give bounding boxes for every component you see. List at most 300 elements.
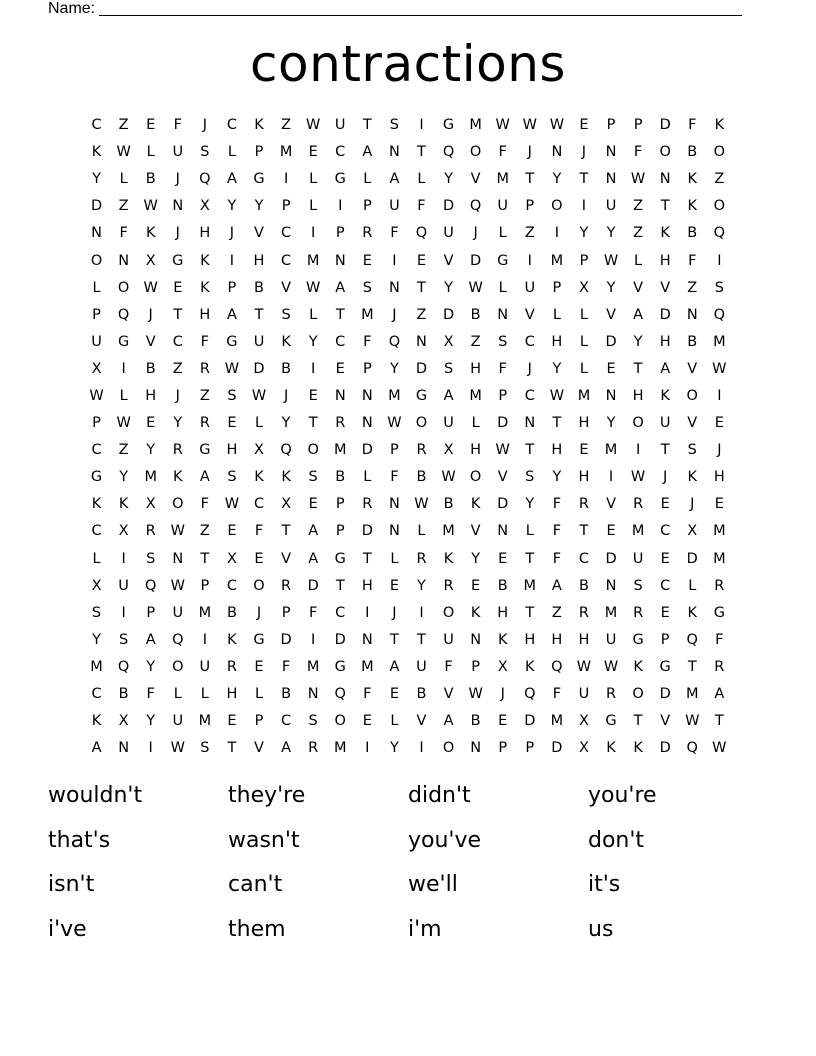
grid-letter: M xyxy=(577,387,591,404)
grid-row xyxy=(83,275,733,302)
grid-letter: Q xyxy=(469,198,482,215)
grid-letter: V xyxy=(606,306,616,323)
grid-letter: Z xyxy=(416,306,427,323)
grid-letter: I xyxy=(365,604,370,621)
grid-letter: T xyxy=(200,550,210,567)
grid-row xyxy=(83,247,733,274)
grid-letter: H xyxy=(524,631,536,648)
grid-letter: G xyxy=(253,631,265,648)
grid-letter: G xyxy=(442,117,455,134)
grid-letter: L xyxy=(92,550,101,567)
grid-letter: Z xyxy=(687,279,698,296)
grid-letter: P xyxy=(335,496,345,513)
grid-letter: Y xyxy=(444,279,453,296)
grid-letter: O xyxy=(90,252,103,269)
grid-letter: M xyxy=(604,442,618,459)
grid-letter: Y xyxy=(146,713,156,730)
grid-letter: C xyxy=(281,225,292,242)
grid-letter: F xyxy=(688,252,697,269)
grid-letter: Q xyxy=(117,306,130,323)
grid-letter: M xyxy=(523,577,537,594)
grid-letter: Y xyxy=(119,469,129,486)
grid-letter: N xyxy=(497,306,509,323)
grid-letter: S xyxy=(714,279,724,296)
grid-letter: N xyxy=(118,252,130,269)
grid-letter: K xyxy=(145,225,156,242)
grid-letter: E xyxy=(227,523,237,540)
grid-letter: Z xyxy=(633,225,644,242)
grid-letter: Y xyxy=(227,198,237,215)
grid-letter: P xyxy=(606,117,616,134)
grid-letter: L xyxy=(390,713,399,730)
grid-letter: Y xyxy=(308,333,318,350)
grid-letter: K xyxy=(91,144,102,161)
grid-letter: Y xyxy=(92,171,101,188)
grid-letter: W xyxy=(143,279,158,296)
grid-letter: N xyxy=(388,144,400,161)
grid-letter: C xyxy=(91,523,102,540)
grid-row xyxy=(83,437,733,464)
grid-letter: W xyxy=(305,279,321,296)
grid-letter: Q xyxy=(713,225,726,242)
grid-letter: A xyxy=(389,658,400,675)
grid-letter: C xyxy=(335,604,346,621)
grid-letter: Y xyxy=(146,442,156,459)
grid-letter: L xyxy=(227,144,236,161)
grid-letter: D xyxy=(415,360,428,377)
grid-letter: W xyxy=(549,387,565,404)
grid-letter: M xyxy=(550,713,564,730)
grid-letter: V xyxy=(281,550,292,567)
grid-letter: R xyxy=(633,496,644,513)
grid-letter: K xyxy=(254,469,264,486)
grid-letter: Q xyxy=(199,171,211,188)
grid-letter: G xyxy=(90,469,103,486)
grid-letter: X xyxy=(91,360,102,377)
grid-letter: M xyxy=(686,686,699,703)
grid-letter: P xyxy=(335,523,345,540)
grid-letter: S xyxy=(308,713,318,730)
grid-letter: X xyxy=(443,333,454,350)
grid-letter: X xyxy=(497,658,508,675)
grid-letter: P xyxy=(92,415,101,432)
grid-letter: P xyxy=(146,604,156,621)
grid-letter: V xyxy=(254,225,264,242)
grid-letter: N xyxy=(388,496,400,513)
grid-letter: M xyxy=(144,469,157,486)
grid-letter: V xyxy=(606,496,616,513)
grid-letter: Y xyxy=(525,496,535,513)
grid-letter: J xyxy=(663,469,668,486)
grid-letter: V xyxy=(524,306,535,323)
grid-letter: Z xyxy=(633,198,644,215)
word-list-item: i've xyxy=(48,916,87,942)
grid-letter: M xyxy=(388,387,401,404)
grid-letter: H xyxy=(551,442,563,459)
grid-letter: J xyxy=(392,306,397,323)
grid-letter: M xyxy=(713,333,726,350)
grid-letter: W xyxy=(603,252,619,269)
grid-letter: R xyxy=(605,686,617,703)
grid-letter: Q xyxy=(524,686,536,703)
grid-letter: E xyxy=(660,496,670,513)
grid-letter: C xyxy=(524,333,535,350)
grid-letter: R xyxy=(578,496,589,513)
grid-letter: C xyxy=(335,333,346,350)
grid-letter: P xyxy=(660,631,670,648)
grid-letter: A xyxy=(308,523,319,540)
grid-letter: X xyxy=(118,713,129,730)
grid-letter: C xyxy=(172,333,183,350)
grid-letter: J xyxy=(527,144,532,161)
grid-letter: U xyxy=(199,658,211,675)
grid-letter: O xyxy=(172,496,184,513)
grid-letter: H xyxy=(659,252,671,269)
grid-letter: V xyxy=(281,279,292,296)
grid-letter: K xyxy=(660,387,670,404)
grid-letter: B xyxy=(118,686,129,703)
grid-letter: Y xyxy=(471,550,481,567)
grid-row xyxy=(83,654,733,681)
grid-letter: S xyxy=(443,360,454,377)
grid-letter: H xyxy=(578,415,590,432)
grid-letter: L xyxy=(200,686,209,703)
grid-letter: S xyxy=(146,550,156,567)
grid-letter: V xyxy=(660,279,671,296)
grid-letter: T xyxy=(714,713,724,730)
grid-letter: E xyxy=(146,415,156,432)
grid-letter: N xyxy=(361,415,373,432)
grid-letter: U xyxy=(253,333,265,350)
grid-letter: R xyxy=(362,225,373,242)
grid-letter: T xyxy=(362,550,372,567)
grid-letter: F xyxy=(552,496,562,513)
grid-letter: S xyxy=(633,577,643,594)
grid-letter: Q xyxy=(442,144,455,161)
grid-letter: Y xyxy=(389,360,399,377)
grid-letter: N xyxy=(605,577,617,594)
grid-letter: D xyxy=(605,333,617,350)
grid-letter: T xyxy=(633,713,643,730)
grid-letter: P xyxy=(227,279,237,296)
grid-letter: E xyxy=(308,387,318,404)
grid-letter: Y xyxy=(281,415,291,432)
grid-letter: T xyxy=(579,171,589,188)
grid-letter: O xyxy=(442,604,455,621)
grid-letter: G xyxy=(117,333,130,350)
grid-letter: W xyxy=(170,740,185,757)
grid-letter: Y xyxy=(552,469,562,486)
grid-letter: N xyxy=(388,279,400,296)
grid-letter: W xyxy=(224,496,240,513)
grid-letter: N xyxy=(118,740,130,757)
grid-letter: D xyxy=(280,631,292,648)
grid-letter: L xyxy=(579,306,588,323)
grid-letter: I xyxy=(419,740,424,757)
grid-letter: R xyxy=(172,442,183,459)
grid-letter: K xyxy=(281,333,291,350)
grid-letter: S xyxy=(498,333,508,350)
grid-letter: G xyxy=(334,550,346,567)
grid-letter: U xyxy=(443,225,454,242)
grid-letter: R xyxy=(714,658,725,675)
grid-letter: Y xyxy=(173,415,183,432)
grid-letter: K xyxy=(606,740,616,757)
grid-letter: E xyxy=(389,577,399,594)
grid-letter: O xyxy=(659,144,671,161)
grid-letter: R xyxy=(578,604,589,621)
grid-letter: Y xyxy=(606,415,616,432)
grid-letter: P xyxy=(362,360,372,377)
grid-letter: W xyxy=(224,360,240,377)
grid-letter: H xyxy=(659,333,671,350)
name-field-row xyxy=(48,0,742,18)
grid-letter: I xyxy=(202,631,207,648)
grid-letter: W xyxy=(116,415,131,432)
grid-letter: C xyxy=(578,550,589,567)
grid-letter: W xyxy=(522,117,537,134)
grid-letter: B xyxy=(281,686,292,703)
grid-letter: K xyxy=(497,631,508,648)
grid-letter: R xyxy=(633,604,644,621)
grid-letter: J xyxy=(392,604,397,621)
grid-letter: R xyxy=(199,360,210,377)
grid-letter: V xyxy=(145,333,156,350)
grid-letter: U xyxy=(632,550,644,567)
grid-letter: K xyxy=(227,631,237,648)
grid-letter: R xyxy=(714,577,725,594)
grid-letter: J xyxy=(500,686,505,703)
grid-letter: P xyxy=(281,198,291,215)
grid-letter: X xyxy=(578,740,589,757)
grid-letter: F xyxy=(552,686,562,703)
grid-letter: E xyxy=(173,279,183,296)
grid-row xyxy=(83,383,733,410)
grid-letter: T xyxy=(660,442,670,459)
grid-letter: C xyxy=(91,442,102,459)
grid-row xyxy=(83,302,733,329)
grid-letter: U xyxy=(605,198,617,215)
grid-letter: N xyxy=(334,387,346,404)
grid-letter: U xyxy=(172,713,184,730)
grid-letter: U xyxy=(443,415,454,432)
grid-letter: J xyxy=(202,117,207,134)
page-title: contractions xyxy=(250,35,566,93)
grid-letter: K xyxy=(470,496,481,513)
grid-letter: V xyxy=(416,713,427,730)
grid-letter: Y xyxy=(579,225,589,242)
grid-letter: H xyxy=(199,225,211,242)
grid-letter: P xyxy=(200,577,210,594)
grid-letter: I xyxy=(392,252,397,269)
grid-letter: U xyxy=(172,144,184,161)
grid-letter: U xyxy=(659,415,671,432)
grid-letter: O xyxy=(253,577,265,594)
grid-letter: H xyxy=(551,631,563,648)
grid-letter: T xyxy=(417,279,426,296)
grid-letter: K xyxy=(633,658,643,675)
grid-letter: E xyxy=(416,252,427,269)
grid-letter: E xyxy=(362,713,372,730)
grid-letter: Z xyxy=(118,442,129,459)
grid-letter: T xyxy=(687,658,697,675)
grid-letter: Q xyxy=(686,740,698,757)
grid-letter: I xyxy=(554,225,559,242)
grid-letter: M xyxy=(198,713,212,730)
word-list-item: can't xyxy=(228,872,283,897)
grid-letter: N xyxy=(416,333,427,350)
grid-letter: G xyxy=(632,631,644,648)
grid-letter: C xyxy=(281,252,292,269)
grid-letter: L xyxy=(498,279,507,296)
grid-letter: J xyxy=(256,604,262,621)
grid-letter: W xyxy=(603,658,619,675)
grid-letter: C xyxy=(660,523,671,540)
grid-letter: M xyxy=(361,306,374,323)
grid-letter: O xyxy=(686,387,698,404)
grid-letter: A xyxy=(389,171,400,188)
grid-letter: V xyxy=(470,523,481,540)
word-list-item: don't xyxy=(588,827,645,853)
grid-letter: M xyxy=(442,523,455,540)
grid-letter: F xyxy=(552,523,562,540)
grid-letter: K xyxy=(714,117,725,134)
grid-letter: W xyxy=(251,387,267,404)
grid-letter: O xyxy=(307,442,319,459)
grid-letter: R xyxy=(443,577,454,594)
grid-letter: Z xyxy=(199,523,210,540)
grid-row xyxy=(83,735,733,762)
grid-letter: D xyxy=(659,686,671,703)
grid-letter: Q xyxy=(334,686,346,703)
grid-letter: O xyxy=(415,415,428,432)
grid-letter: D xyxy=(497,415,509,432)
grid-letter: Z xyxy=(714,171,725,188)
grid-letter: P xyxy=(498,387,508,404)
grid-letter: I xyxy=(365,740,370,757)
grid-letter: D xyxy=(361,442,373,459)
grid-row xyxy=(83,112,733,139)
grid-letter: D xyxy=(497,496,509,513)
grid-letter: F xyxy=(254,523,264,540)
grid-letter: M xyxy=(90,658,103,675)
grid-letter: A xyxy=(551,577,562,594)
grid-letter: L xyxy=(525,523,534,540)
grid-letter: H xyxy=(226,686,238,703)
grid-letter: J xyxy=(229,225,235,242)
grid-letter: F xyxy=(715,631,724,648)
word-list-item: didn't xyxy=(408,783,471,808)
grid-letter: H xyxy=(578,469,590,486)
grid-letter: O xyxy=(172,658,184,675)
grid-letter: E xyxy=(146,117,156,134)
grid-letter: F xyxy=(498,144,507,161)
grid-letter: T xyxy=(173,306,183,323)
grid-letter: P xyxy=(362,198,372,215)
grid-letter: Q xyxy=(415,225,428,242)
grid-letter: H xyxy=(578,631,590,648)
grid-row xyxy=(83,166,733,193)
grid-letter: P xyxy=(525,198,535,215)
grid-letter: K xyxy=(254,117,264,134)
grid-letter: E xyxy=(254,550,264,567)
grid-letter: Y xyxy=(254,198,264,215)
grid-letter: P xyxy=(281,604,291,621)
grid-letter: H xyxy=(199,306,211,323)
grid-letter: Z xyxy=(172,360,183,377)
grid-letter: L xyxy=(552,306,561,323)
grid-letter: V xyxy=(687,415,698,432)
grid-letter: V xyxy=(633,279,644,296)
grid-letter: S xyxy=(525,469,535,486)
grid-letter: Z xyxy=(551,604,562,621)
grid-letter: X xyxy=(443,442,454,459)
grid-letter: Y xyxy=(146,658,156,675)
grid-letter: K xyxy=(470,604,481,621)
grid-letter: M xyxy=(306,658,320,675)
grid-letter: E xyxy=(389,686,399,703)
grid-letter: G xyxy=(172,252,184,269)
grid-letter: M xyxy=(713,523,726,540)
grid-letter: W xyxy=(387,415,402,432)
grid-letter: H xyxy=(470,442,482,459)
grid-letter: B xyxy=(335,469,346,486)
grid-letter: N xyxy=(605,387,617,404)
grid-letter: E xyxy=(660,604,670,621)
grid-letter: W xyxy=(495,117,510,134)
grid-letter: I xyxy=(581,198,587,215)
grid-letter: Z xyxy=(199,387,210,404)
grid-letter: X xyxy=(687,523,698,540)
grid-letter: J xyxy=(148,306,153,323)
grid-letter: K xyxy=(91,496,102,513)
grid-letter: L xyxy=(634,252,643,269)
grid-letter: T xyxy=(660,198,670,215)
grid-letter: F xyxy=(281,658,291,675)
grid-letter: T xyxy=(525,171,535,188)
grid-letter: A xyxy=(199,469,210,486)
grid-letter: N xyxy=(659,171,671,188)
grid-letter: A xyxy=(145,631,156,648)
grid-letter: O xyxy=(713,198,726,215)
grid-letter: U xyxy=(334,117,346,134)
grid-letter: E xyxy=(335,360,345,377)
grid-letter: U xyxy=(497,198,509,215)
grid-letter: J xyxy=(473,225,478,242)
grid-letter: W xyxy=(685,713,700,730)
grid-letter: F xyxy=(417,198,426,215)
word-list-item: that's xyxy=(48,827,111,853)
grid-letter: M xyxy=(469,387,482,404)
grid-letter: W xyxy=(549,117,565,134)
word-list-item: i'm xyxy=(408,916,442,942)
grid-letter: B xyxy=(443,496,454,513)
grid-letter: J xyxy=(175,387,180,404)
grid-letter: H xyxy=(551,333,563,350)
grid-letter: V xyxy=(470,171,481,188)
grid-letter: W xyxy=(630,171,646,188)
grid-letter: K xyxy=(687,171,698,188)
grid-letter: I xyxy=(311,225,316,242)
word-list-item: us xyxy=(588,916,614,942)
grid-letter: C xyxy=(524,387,535,404)
grid-letter: S xyxy=(227,387,237,404)
grid-letter: D xyxy=(659,306,671,323)
grid-letter: L xyxy=(309,198,318,215)
grid-letter: D xyxy=(442,198,455,215)
grid-letter: F xyxy=(308,604,318,621)
grid-letter: N xyxy=(172,198,184,215)
